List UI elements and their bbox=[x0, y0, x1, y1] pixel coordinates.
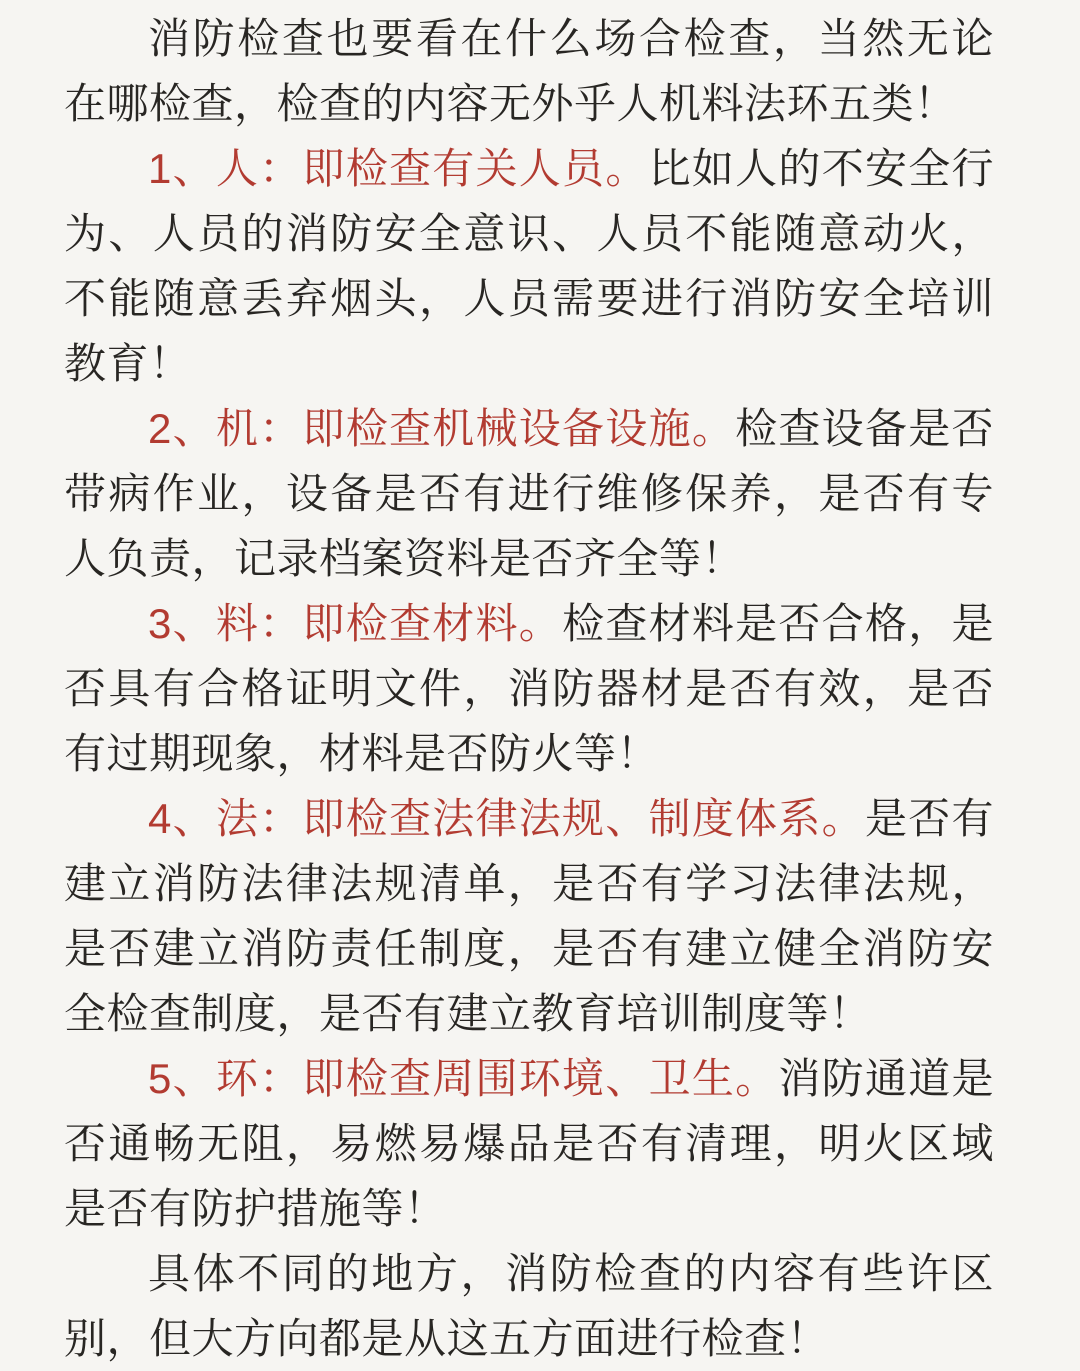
paragraph-intro bbox=[64, 6, 994, 136]
paragraph-item-environment bbox=[64, 1046, 994, 1241]
item-environment-heading: 5、环：即检查周围环境、卫生。 bbox=[148, 1055, 779, 1102]
paragraph-conclusion bbox=[64, 1241, 994, 1371]
paragraph-item-law bbox=[64, 786, 994, 1046]
paragraph-item-material bbox=[64, 591, 994, 786]
intro-text: 消防检查也要看在什么场合检查，当然无论在哪检查，检查的内容无外乎人机料法环五类！ bbox=[64, 15, 994, 127]
paragraph-item-person bbox=[64, 136, 994, 396]
paragraph-item-machine bbox=[64, 396, 994, 591]
item-person-body: 比如人的不安全行为、人员的消防安全意识、人员不能随意动火，不能随意丢弃烟头，人员需要进行消防安全培训教育！ bbox=[64, 145, 994, 387]
item-law-body: 是否有建立消防法律法规清单，是否有学习法律法规，是否建立消防责任制度，是否有建立健全消防安全检查制度，是否有建立教育培训制度等！ bbox=[64, 795, 994, 1037]
item-machine-body: 检查设备是否带病作业，设备是否有进行维修保养，是否有专人负责，记录档案资料是否齐全等！ bbox=[64, 405, 994, 582]
item-person-heading: 1、人：即检查有关人员。 bbox=[148, 145, 649, 192]
item-material-heading: 3、料：即检查材料。 bbox=[148, 600, 563, 647]
conclusion-text: 具体不同的地方，消防检查的内容有些许区别，但大方向都是从这五方面进行检查！ bbox=[64, 1250, 994, 1362]
item-machine-heading: 2、机：即检查机械设备设施。 bbox=[148, 405, 736, 452]
item-environment-body: 消防通道是否通畅无阻，易燃易爆品是否有清理，明火区域是否有防护措施等！ bbox=[64, 1055, 994, 1232]
item-law-heading: 4、法：即检查法律法规、制度体系。 bbox=[148, 795, 865, 842]
item-material-body: 检查材料是否合格，是否具有合格证明文件，消防器材是否有效，是否有过期现象，材料是否防火等！ bbox=[64, 600, 994, 777]
